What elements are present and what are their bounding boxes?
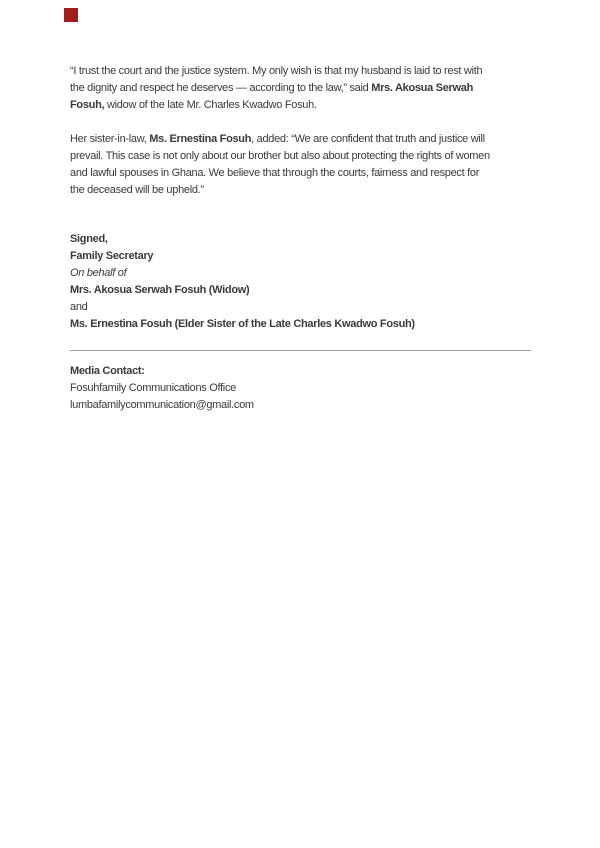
text-run: Ms. Ernestina Fosuh bbox=[149, 133, 252, 145]
text-run: , added: “We are confident that truth and justice will bbox=[251, 133, 485, 145]
paragraph-widow-quote bbox=[70, 63, 531, 114]
text-line bbox=[70, 182, 531, 199]
text-line bbox=[70, 80, 531, 97]
text-run: On behalf of bbox=[70, 267, 127, 279]
text-run: Mrs. Akosua Serwah Fosuh (Widow) bbox=[70, 284, 250, 296]
text-run: and lawful spouses in Ghana. We believe that through the courts, fairness and respect for bbox=[70, 167, 480, 179]
text-line bbox=[70, 131, 531, 148]
text-line bbox=[70, 148, 531, 165]
text-line bbox=[70, 165, 531, 182]
text-line bbox=[70, 380, 531, 397]
media-contact-block bbox=[70, 363, 531, 414]
text-line bbox=[70, 248, 531, 265]
document-content bbox=[70, 63, 531, 431]
text-line bbox=[70, 363, 531, 380]
text-line bbox=[70, 265, 531, 282]
red-marker bbox=[64, 8, 78, 22]
text-run: Family Secretary bbox=[70, 250, 154, 262]
text-line bbox=[70, 282, 531, 299]
divider bbox=[70, 350, 531, 351]
text-run: Her sister-in-law, bbox=[70, 133, 150, 145]
text-run: Signed, bbox=[70, 233, 108, 245]
text-line bbox=[70, 231, 531, 248]
text-run: prevail. This case is not only about our brother but also about protecting the rights of women bbox=[70, 150, 490, 162]
text-run: Fosuh, bbox=[70, 99, 105, 111]
signature-block bbox=[70, 231, 531, 333]
text-run: and bbox=[70, 301, 88, 313]
email-text: lumbafamilycommunication@gmail.com bbox=[70, 399, 254, 411]
text-line bbox=[70, 97, 531, 114]
text-run: Mrs. Akosua Serwah bbox=[371, 82, 474, 94]
text-run: the deceased will be upheld.” bbox=[70, 184, 204, 196]
media-contact-heading: Media Contact: bbox=[70, 365, 145, 377]
text-line bbox=[70, 397, 531, 414]
text-run: the dignity and respect he deserves — according to the law,” said bbox=[70, 82, 372, 94]
text-run: widow of the late Mr. Charles Kwadwo Fosuh. bbox=[104, 99, 317, 111]
text-line bbox=[70, 299, 531, 316]
text-run: “I trust the court and the justice system. My only wish is that my husband is laid to rest with bbox=[70, 65, 483, 77]
text-line bbox=[70, 316, 531, 333]
text-line bbox=[70, 63, 531, 80]
media-contact-office: Fosuhfamily Communications Office bbox=[70, 382, 236, 394]
paragraph-sister-quote bbox=[70, 131, 531, 199]
text-run: Ms. Ernestina Fosuh (Elder Sister of the Late Charles Kwadwo Fosuh) bbox=[70, 318, 415, 330]
